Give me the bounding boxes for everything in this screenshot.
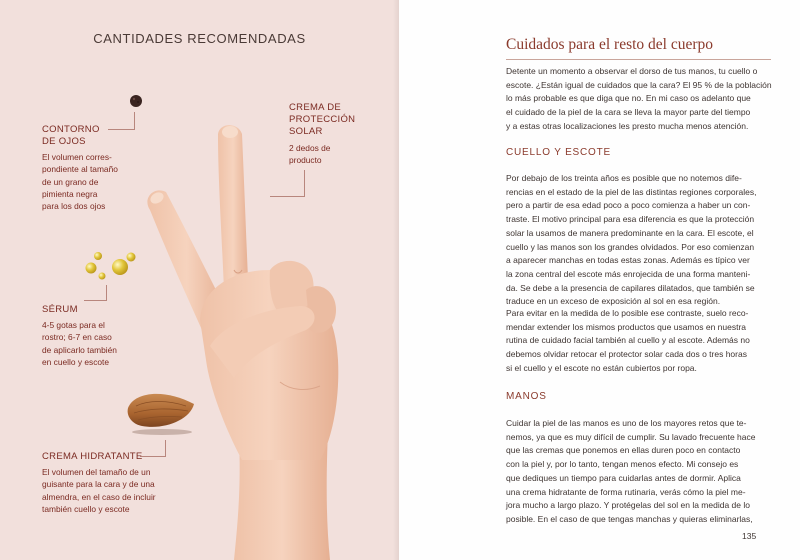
manos-paragraph-1: [506, 417, 772, 527]
contorno-desc-line: El volumen corres-: [42, 152, 112, 162]
serum-desc-line: rostro; 6-7 en caso: [42, 332, 112, 343]
text-line: Detente un momento a observar el dorso de tus manos, tu cuello o: [506, 66, 758, 76]
text-line: rencias en el estado de la piel de las distintas regiones corporales,: [506, 186, 757, 197]
contorno-desc-line: de un grano de: [42, 176, 99, 187]
text-line: escote. ¿Están igual de cuidados que la cara? El 95 % de la población: [506, 79, 772, 90]
crema-hidratante-label: CREMA HIDRATANTE: [42, 451, 143, 462]
text-line: jora mucho a largo plazo. Y protégelas del sol en la medida de lo: [506, 500, 750, 511]
hidratante-desc-line: guisante para la cara y de una: [42, 479, 155, 490]
right-page-title: Cuidados para el resto del cuerpo: [506, 36, 714, 53]
right-page: [399, 0, 800, 560]
text-line: da. Se debe a la presencia de capilares dilatados, que también se: [506, 282, 755, 293]
crema-solar-label-line: SOLAR: [289, 126, 323, 137]
contorno-desc-line: pimienta negra: [42, 188, 98, 199]
left-page: [0, 0, 399, 560]
text-line: lo más probable es que diga que no. En mi caso os adelanto que: [506, 93, 751, 104]
contorno-desc-line: para los dos ojos: [42, 201, 106, 212]
serum-label: SÉRUM: [42, 304, 78, 315]
text-line: a aparecer manchas en todas estas zonas. Además es típico ver: [506, 255, 750, 266]
hidratante-desc-line: El volumen del tamaño de un: [42, 467, 151, 477]
crema-solar-label-line: PROTECCIÓN: [289, 114, 356, 125]
section-heading-cuello: CUELLO Y ESCOTE: [506, 147, 611, 158]
pepper-grain-illustration: [128, 93, 144, 109]
text-line: posible. En el caso de que tengas manchas y quieras eliminarlas,: [506, 513, 753, 524]
text-line: solar la usamos de manera predominante en la cara. El escote, el: [506, 227, 754, 238]
text-line: Por debajo de los treinta años es posible que no notemos dife-: [506, 173, 742, 183]
text-line: mendar extender los mismos productos que usamos en nuestra: [506, 321, 747, 332]
text-line: pero a partir de esa edad poco a poco comienza a haber un con-: [506, 200, 751, 211]
text-line: debemos olvidar retocar el protector solar cada dos o tres horas: [506, 349, 747, 360]
serum-leader-v: [106, 285, 107, 300]
hidratante-desc-line: almendra, en el caso de incluir: [42, 491, 156, 502]
text-line: cuello y las manos son los grandes olvidados. Por eso comienzan: [506, 241, 755, 252]
contorno-label-line-2: DE OJOS: [42, 136, 86, 147]
text-line: si el cuello y el escote no están cubiertos por ropa.: [506, 362, 697, 373]
serum-desc-line: de aplicarlo también: [42, 344, 117, 355]
cuello-paragraph-2: [506, 307, 772, 376]
text-line: y a estas otras localizaciones les presto mucha menos atención.: [506, 120, 749, 131]
contorno-desc-line: pondiente al tamaño: [42, 164, 118, 175]
left-page-title: CANTIDADES RECOMENDADAS: [93, 31, 306, 46]
crema-solar-desc-line: producto: [289, 155, 322, 166]
serum-leader-h: [84, 300, 107, 301]
section-heading-manos: MANOS: [506, 391, 547, 402]
text-line: nemos, ya que es muy difícil de cumplir. Su lavado frecuente hace: [506, 431, 756, 442]
text-line: Cuidar la piel de las manos es uno de los mayores retos que te-: [506, 418, 747, 428]
text-line: Para evitar en la medida de lo posible ese contraste, suelo reco-: [506, 308, 749, 318]
text-line: traduce en un exceso de exposición al sol en esa región.: [506, 296, 721, 307]
text-line: rutina de cuidado facial también al cuello y al escote. Además no: [506, 335, 750, 346]
crema-solar-label-line: CREMA DE: [289, 102, 342, 113]
serum-desc-line: 4-5 gotas para el: [42, 320, 105, 330]
hand-peace-sign-illustration: [130, 120, 360, 560]
contorno-label-line-1: CONTORNO: [42, 124, 100, 135]
text-line: que dediques un tiempo para cuidarlas antes de dormir. Aplica: [506, 472, 741, 483]
serum-description: [42, 319, 117, 368]
hidratante-desc-line: también cuello y escote: [42, 503, 130, 514]
page-number: 135: [742, 531, 757, 541]
crema-solar-desc-line: 2 dedos de: [289, 143, 331, 153]
text-line: el cuidado de la piel de la cara se lleva la mayor parte del tiempo: [506, 107, 751, 118]
intro-paragraph: [506, 65, 772, 134]
serum-desc-line: en cuello y escote: [42, 356, 110, 367]
text-line: la zona central del escote más enrojecida de una forma manteni-: [506, 268, 751, 279]
text-line: traste. El motivo principal para esa diferencia es que la protección: [506, 214, 755, 225]
text-line: una crema hidratante de forma rutinaria, verás cómo la piel me-: [506, 486, 746, 497]
title-underline: [506, 59, 771, 60]
text-line: que las cremas que ponemos en ellas duren poco en contacto: [506, 445, 741, 456]
contorno-label: [42, 124, 100, 148]
cuello-paragraph-1: [506, 172, 772, 309]
text-line: con la piel y, por lo tanto, tengan menos efecto. Mi consejo es: [506, 459, 739, 470]
contorno-description: [42, 151, 118, 212]
